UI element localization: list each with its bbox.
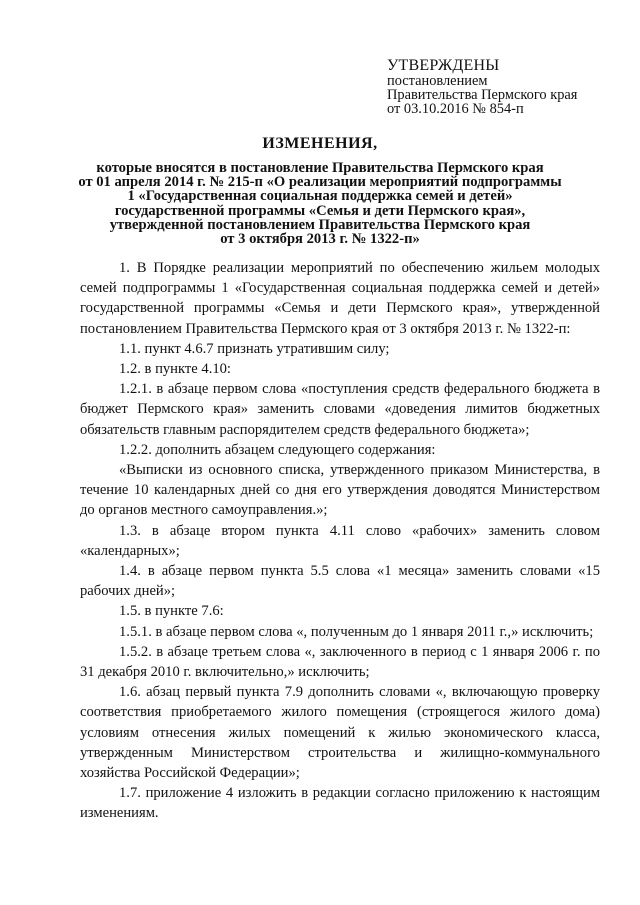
heading-line: от 01 апреля 2014 г. № 215-п «О реализации мероприятий подпрограммы bbox=[78, 174, 562, 191]
paragraph: 1.3. в абзаце втором пункта 4.11 слово «рабочих» заменить словом «календарных»; bbox=[80, 522, 600, 559]
heading-line: которые вносятся в постановление Правительства Пермского края bbox=[96, 160, 544, 176]
document-body bbox=[80, 258, 600, 824]
paragraph: 1.5.2. в абзаце третьем слова «, заключенного в период с 1 января 2006 г. по 31 декабря 2010 г. включительно,» исключить; bbox=[80, 643, 600, 681]
paragraph: 1.2.1. в абзаце первом слова «поступления средств федерального бюджета в бюджет Пермского края» заменить словами «доведения лимитов бюджетных обязательств главным распорядителем средств федерального бюджета»; bbox=[80, 381, 600, 438]
approval-line: постановлением bbox=[387, 73, 488, 89]
paragraph: 1.7. приложение 4 изложить в редакции согласно приложению к настоящим изменениям. bbox=[80, 785, 600, 822]
approval-stamp bbox=[387, 57, 627, 116]
heading-line: 1 «Государственная социальная поддержка семей и детей» bbox=[127, 188, 513, 205]
paragraph: 1.1. пункт 4.6.7 признать утратившим силу; bbox=[119, 340, 390, 357]
paragraph: 1. В Порядке реализации мероприятий по обеспечению жильем молодых семей подпрограммы 1 «Государственная социальная поддержка семей и детей» государственной программы «Семья и дети Пермского края», утвержденной постановлением Правительства Пермского края от 3 октября 2013 г. № 1322-п: bbox=[80, 260, 600, 337]
heading-line: утвержденной постановлением Правительства Пермского края bbox=[109, 216, 531, 233]
heading-line: государственной программы «Семья и дети Пермского края», bbox=[114, 202, 526, 219]
approval-line: от 03.10.2016 № 854-п bbox=[387, 101, 524, 117]
paragraph: 1.5.1. в абзаце первом слова «, полученным до 1 января 2011 г.,» исключить; bbox=[119, 623, 594, 640]
document-heading bbox=[40, 135, 600, 246]
approval-title: УТВЕРЖДЕНЫ bbox=[387, 57, 500, 74]
paragraph: 1.5. в пункте 7.6: bbox=[119, 603, 224, 620]
heading-line: от 3 октября 2013 г. № 1322-п» bbox=[220, 231, 420, 248]
approval-line: Правительства Пермского края bbox=[387, 87, 578, 103]
heading-title: ИЗМЕНЕНИЯ, bbox=[262, 135, 378, 152]
quoted-paragraph: «Выписки из основного списка, утвержденного приказом Министерства, в течение 10 календарных дней со дня его утверждения доводятся Министерством до органов местного самоуправления.»; bbox=[80, 462, 600, 519]
paragraph: 1.4. в абзаце первом пункта 5.5 слова «1 месяца» заменить словами «15 рабочих дней»; bbox=[80, 563, 600, 600]
paragraph: 1.6. абзац первый пункта 7.9 дополнить словами «, включающую проверку соответствия приобретаемого жилого помещения (строящегося жилого дома) условиям отнесения жилых помещений к жилью экономического класса, утвержденным Министерством строительства и жилищно-коммунального хозяйства Российской Федерации»; bbox=[80, 684, 600, 782]
paragraph: 1.2. в пункте 4.10: bbox=[119, 361, 231, 378]
paragraph: 1.2.2. дополнить абзацем следующего содержания: bbox=[119, 441, 436, 458]
